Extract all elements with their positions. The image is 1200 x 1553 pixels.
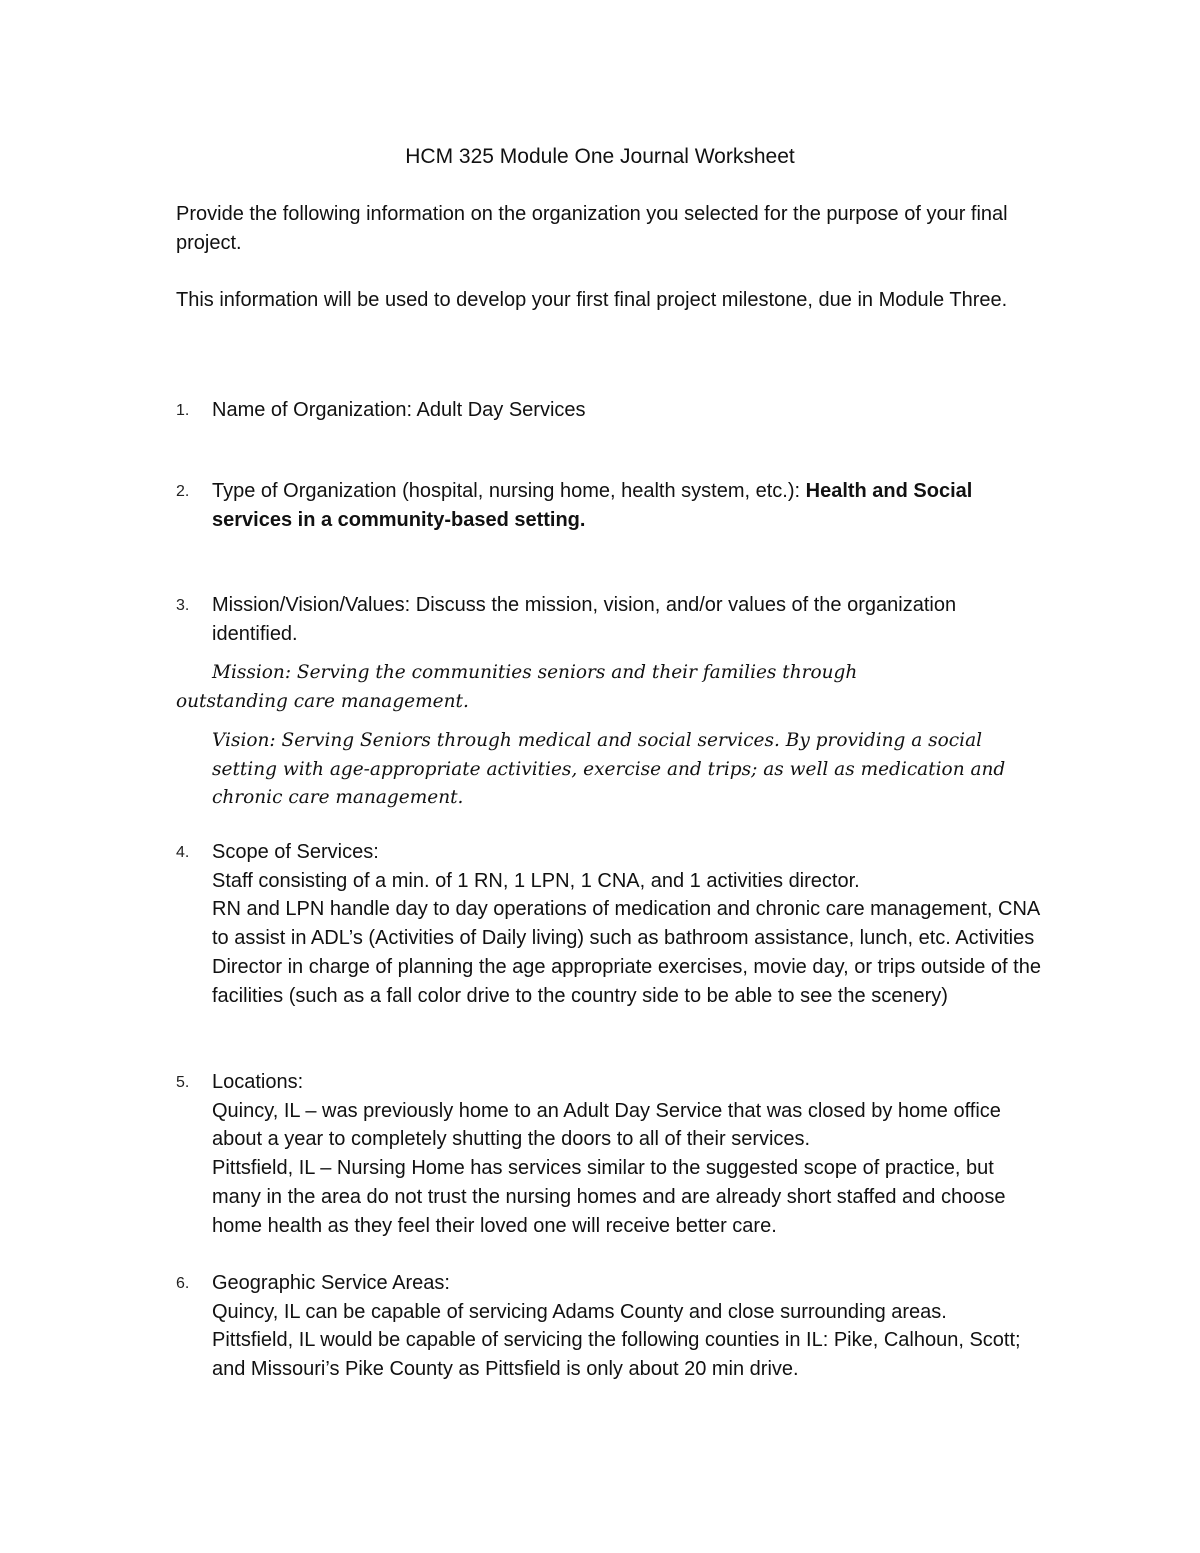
area-pittsfield-text: Pittsfield, IL would be capable of servicing the following counties in IL: Pike, Calhoun, Scott; and Missouri’s Pike County as Pittsfield is only about 20 min drive. bbox=[212, 1329, 1021, 1381]
scope-roles-text: RN and LPN handle day to day operations of medication and chronic care management, CNA to assist in ADL’s (Activities of Daily living) such as bathroom assistance, lunch, etc. Activities Director in charge of planning the age appropriate exercises, movie day, or trips outside of the facilities (such as a fall color drive to the country side to be able to see the scenery) bbox=[212, 898, 1041, 1007]
item-number: 5. bbox=[176, 1074, 190, 1091]
item-label: Locations: bbox=[212, 1071, 304, 1093]
item-label: Mission/Vision/Values: Discuss the mission, vision, and/or values of the organization identified. bbox=[212, 594, 957, 645]
location-quincy-text: Quincy, IL – was previously home to an Adult Day Service that was closed by home office about a year to completely shutting the doors to all of their services. bbox=[212, 1099, 1001, 1151]
area-quincy-text: Quincy, IL can be capable of servicing Adams County and close surrounding areas. bbox=[212, 1300, 947, 1323]
item-number: 3. bbox=[176, 597, 190, 614]
item-label: Type of Organization (hospital, nursing home, health system, etc.): bbox=[212, 480, 806, 502]
item-number: 2. bbox=[176, 483, 190, 500]
item-answer: Health and Social services in a community-based setting. bbox=[212, 480, 973, 531]
mission-statement-line-2: outstanding care management. bbox=[176, 691, 469, 712]
item-label: Scope of Services: bbox=[212, 841, 379, 863]
item-body bbox=[212, 477, 1042, 534]
item-label: Geographic Service Areas: bbox=[212, 1272, 450, 1294]
item-body bbox=[212, 1269, 1042, 1384]
item-body bbox=[212, 838, 1042, 1010]
location-pittsfield-text: Pittsfield, IL – Nursing Home has services similar to the suggested scope of practice, but many in the area do not trust the nursing homes and are already short staffed and choose home health as they feel their loved one will receive better care. bbox=[212, 1157, 1006, 1237]
item-number: 1. bbox=[176, 402, 190, 419]
vision-statement: Vision: Serving Seniors through medical and social services. By providing a social setting with age-appropriate activities, exercise and trips; as well as medication and chronic care management. bbox=[212, 730, 1006, 808]
item-number: 4. bbox=[176, 844, 190, 861]
item-number: 6. bbox=[176, 1275, 190, 1292]
item-body bbox=[212, 1068, 1042, 1240]
mission-statement-line-1: Mission: Serving the communities seniors and their families through bbox=[212, 662, 858, 683]
item-label: Name of Organization: Adult Day Services bbox=[212, 399, 586, 421]
intro-paragraph-2: This information will be used to develop your first final project milestone, due in Module Three. bbox=[176, 289, 1008, 311]
intro-paragraph-1: Provide the following information on the organization you selected for the purpose of your final project. bbox=[176, 203, 1008, 254]
page-title: HCM 325 Module One Journal Worksheet bbox=[405, 145, 795, 168]
scope-staffing-text: Staff consisting of a min. of 1 RN, 1 LPN, 1 CNA, and 1 activities director. bbox=[212, 869, 860, 892]
